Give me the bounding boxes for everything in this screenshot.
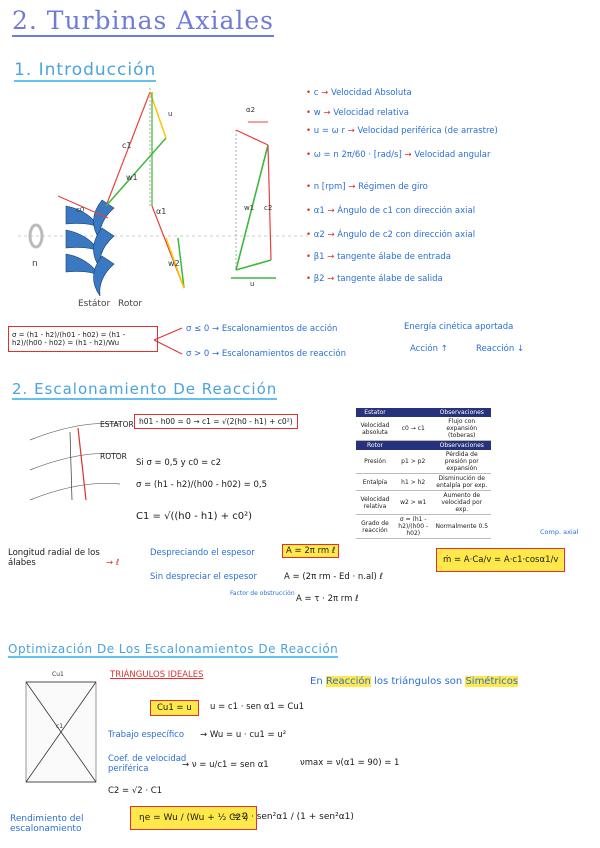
c2-eq: C2 = √2 · C1: [108, 786, 163, 796]
case-reaction: σ > 0 → Escalonamientos de reacción: [186, 349, 346, 359]
def-beta1-sym: β1: [313, 252, 325, 262]
performance-label: Rendimiento del escalonamiento: [10, 814, 84, 834]
def-beta2-sym: β2: [313, 274, 325, 284]
def-c-sym: c: [313, 88, 319, 98]
table-cell: w2 > w1: [394, 491, 433, 515]
stator-label: Estátor: [78, 299, 111, 309]
factor-note: Factor de obstrucción: [230, 590, 295, 597]
def-alpha1-text: Ángulo de c1 con dirección axial: [337, 206, 476, 216]
table-subheader-obs: Observaciones: [433, 441, 492, 451]
n-label: n: [32, 259, 38, 269]
table-header-0: Estator: [356, 408, 394, 417]
def-omega-text: Velocidad angular: [414, 150, 491, 160]
table-cell: Entalpía: [356, 474, 394, 491]
axial-comp-note: Comp. axial: [540, 528, 579, 536]
cu-equation: Cu1 = u: [150, 700, 199, 716]
table-cell: c0 → c1: [394, 417, 433, 441]
no-neglect-formula: A = (2π rm - Ed · n.al) ℓ: [284, 572, 384, 582]
svg-text:α2: α2: [246, 106, 256, 114]
reaction-arrow: Reacción ↓: [476, 344, 525, 354]
table-cell: Velocidad relativa: [356, 491, 394, 515]
branch-arrows: [152, 322, 186, 362]
reaction-heading: 2. Escalonamiento De Reacción: [12, 380, 278, 398]
table-cell: Velocidad absoluta: [356, 417, 394, 441]
table-cell: p1 > p2: [394, 450, 433, 474]
table-subheader: Rotor: [356, 441, 394, 451]
def-alpha1-sym: α1: [313, 206, 325, 216]
table-cell: Pérdida de presión por expansión: [433, 450, 492, 474]
sym-symmetric: Simétricos: [465, 676, 519, 687]
def-alpha2-sym: α2: [313, 230, 325, 240]
def-u-sym: u = ω r: [313, 126, 345, 136]
def-n-text: Régimen de giro: [358, 182, 428, 192]
svg-text:w1: w1: [126, 173, 138, 182]
ideal-triangles-title: TRIÁNGULOS IDEALES: [110, 670, 204, 680]
sym-pre: En: [310, 676, 323, 687]
svg-text:c2: c2: [264, 204, 273, 212]
page-title: 2. Turbinas Axiales: [12, 6, 274, 35]
work-eq: → Wu = u · cu1 = u²: [200, 730, 287, 740]
vmax-eq: νmax = ν(α1 = 90) = 1: [300, 758, 400, 768]
svg-text:c0: c0: [76, 206, 85, 214]
case-action: σ ≤ 0 → Escalonamientos de acción: [186, 324, 338, 334]
svg-text:c1: c1: [56, 723, 64, 730]
stator-text: ESTATOR: [100, 420, 134, 429]
optimization-heading: Optimización De Los Escalonamientos De Reacción: [8, 642, 339, 656]
intro-heading: 1. Introducción: [14, 60, 157, 80]
table-cell: h1 > h2: [394, 474, 433, 491]
symmetric-statement: [310, 676, 518, 687]
sigma-condition: Si σ = 0,5 y c0 = c2: [136, 458, 222, 468]
def-n-sym: n [rpm]: [313, 182, 346, 192]
u-equation: u = c1 · sen α1 = Cu1: [210, 702, 305, 712]
coef-label: Coef. de velocidad periférica: [108, 754, 187, 774]
degree-formula: σ = (h1 - h2)/(h01 - h02) = (h1 - h2)/(h00 - h02) = (h1 - h2)/Wu: [8, 326, 158, 352]
table-cell: Normalmente 0.5: [433, 515, 492, 539]
svg-text:u: u: [168, 110, 173, 118]
ell-arrow: → ℓ: [106, 558, 120, 568]
work-label: Trabajo específico: [108, 730, 185, 740]
def-omega-sym: ω = n 2π/60 · [rad/s]: [313, 150, 402, 160]
table-cell: Aumento de velocidad por exp.: [433, 491, 492, 515]
def-beta1-text: tangente álabe de entrada: [337, 252, 451, 262]
table-cell: Presión: [356, 450, 394, 474]
ideal-triangle-diagram: [22, 668, 102, 786]
svg-text:Cu1: Cu1: [52, 671, 64, 678]
def-beta2-text: tangente álabe de salida: [337, 274, 443, 284]
rotor-label: Rotor: [118, 299, 143, 309]
def-c-text: Velocidad Absoluta: [330, 88, 412, 98]
def-w-sym: w: [313, 108, 321, 118]
rotor-text: ROTOR: [100, 452, 127, 461]
def-w-text: Velocidad relativa: [333, 108, 409, 118]
factor-formula: A = τ · 2π rm ℓ: [296, 594, 359, 604]
symmetric-triangle-diagram: [226, 100, 296, 290]
def-u-text: Velocidad periférica (de arrastre): [357, 126, 498, 136]
c1-eq: C1 = √((h0 - h1) + c0²): [136, 511, 253, 522]
table-cell: Grado de reacción: [356, 515, 394, 539]
neglect-formula: A = 2π rm ℓ: [282, 544, 339, 558]
svg-text:c1: c1: [122, 141, 132, 150]
length-label: Longitud radial de los álabes: [8, 548, 100, 568]
table-header-1: Observaciones: [433, 408, 492, 417]
table-cell: σ = (h1 - h2)/(h00 - h02): [394, 515, 433, 539]
neglect-label: Despreciando el espesor: [150, 548, 255, 558]
mass-flow-formula: ṁ = A·Ca/v = A·c1·cosα1/v: [436, 548, 565, 572]
reaction-table: [356, 408, 491, 539]
no-neglect-label: Sin despreciar el espesor: [150, 572, 257, 582]
sym-reaction: Reacción: [325, 676, 371, 687]
enthalpy-eq: h01 - h00 = 0 → c1 = √(2(h0 - h1) + c0²): [134, 414, 298, 429]
table-cell: Disminución de entalpía por exp.: [433, 474, 492, 491]
table-cell: Flujo con expansión (toberas): [433, 417, 492, 441]
def-alpha2-text: Ángulo de c2 con dirección axial: [337, 230, 476, 240]
svg-text:α1: α1: [156, 207, 167, 216]
efficiency-formula: ηe = Wu / (Wu + ½ C2²): [130, 806, 257, 830]
svg-text:w2: w2: [168, 259, 180, 268]
efficiency-result: = 2 · sen²α1 / (1 + sen²α1): [232, 812, 354, 822]
svg-text:w1: w1: [244, 204, 255, 212]
sym-mid: los triángulos son: [374, 676, 463, 687]
sigma-eq: σ = (h1 - h2)/(h00 - h02) = 0,5: [136, 480, 268, 490]
coef-eq: → ν = u/c1 = sen α1: [182, 760, 269, 770]
energy-note: Energía cinética aportada: [404, 322, 514, 332]
action-arrow: Acción ↑: [410, 344, 448, 354]
svg-text:u: u: [250, 280, 255, 288]
